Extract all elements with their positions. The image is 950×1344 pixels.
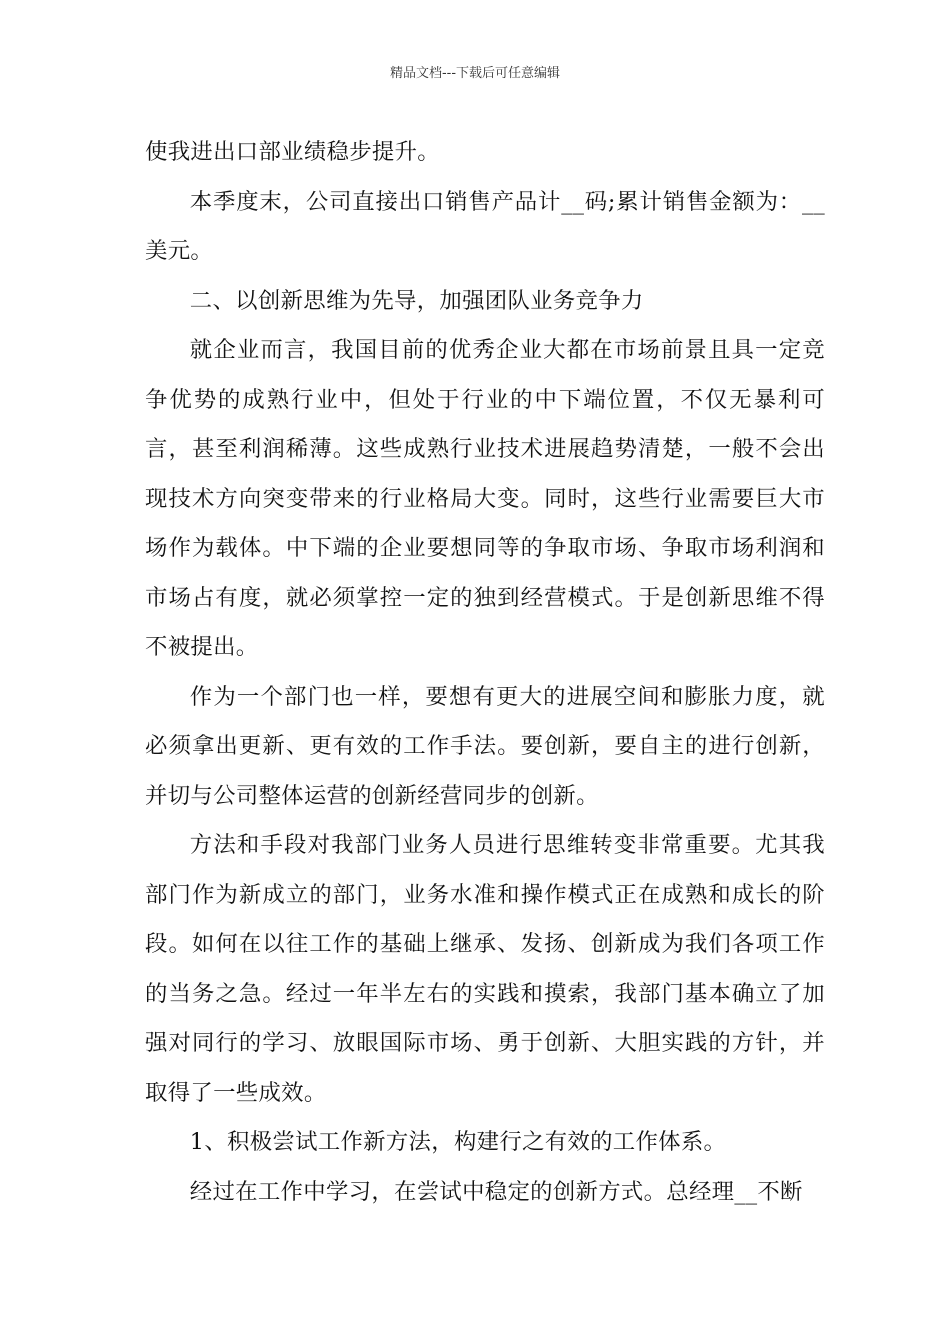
paragraph-3: 就企业而言，我国目前的优秀企业大都在市场前景且具一定竞争优势的成熟行业中，但处于行业的中下端位置，不仅无暴利可言，甚至利润稀薄。这些成熟行业技术进展趋势清楚，一般不会出现技术方向突变带来的行业格局大变。同时，这些行业需要巨大市场作为载体。中下端的企业要想同等的争取市场、争取市场利润和市场占有度，就必须掌控一定的独到经营模式。于是创新思维不得不被提出。 bbox=[145, 337, 825, 660]
paragraph-2: 本季度末，公司直接出口销售产品计__码;累计销售金额为：__美元。 bbox=[145, 188, 825, 264]
paragraph-4: 作为一个部门也一样，要想有更大的进展空间和膨胀力度，就必须拿出更新、更有效的工作手法。要创新，要自主的进行创新，并切与公司整体运营的创新经营同步的创新。 bbox=[145, 683, 825, 809]
section-heading-2: 二、以创新思维为先导，加强团队业务竞争力 bbox=[189, 287, 644, 314]
document-body bbox=[145, 128, 825, 1217]
paragraph-5: 方法和手段对我部门业务人员进行思维转变非常重要。尤其我部门作为新成立的部门，业务水准和操作模式正在成熟和成长的阶段。如何在以往工作的基础上继承、发扬、创新成为我们各项工作的当务之急。经过一年半左右的实践和摸索，我部门基本确立了加强对同行的学习、放眼国际市场、勇于创新、大胆实践的方针，并取得了一些成效。 bbox=[145, 832, 825, 1106]
page-header: 精品文档---下载后可任意编辑 bbox=[389, 66, 561, 81]
paragraph-6: 经过在工作中学习，在尝试中稳定的创新方式。总经理__不断 bbox=[189, 1178, 803, 1205]
subheading-1: 1、积极尝试工作新方法，构建行之有效的工作体系。 bbox=[189, 1129, 727, 1155]
paragraph-1: 使我进出口部业绩稳步提升。 bbox=[145, 139, 440, 165]
